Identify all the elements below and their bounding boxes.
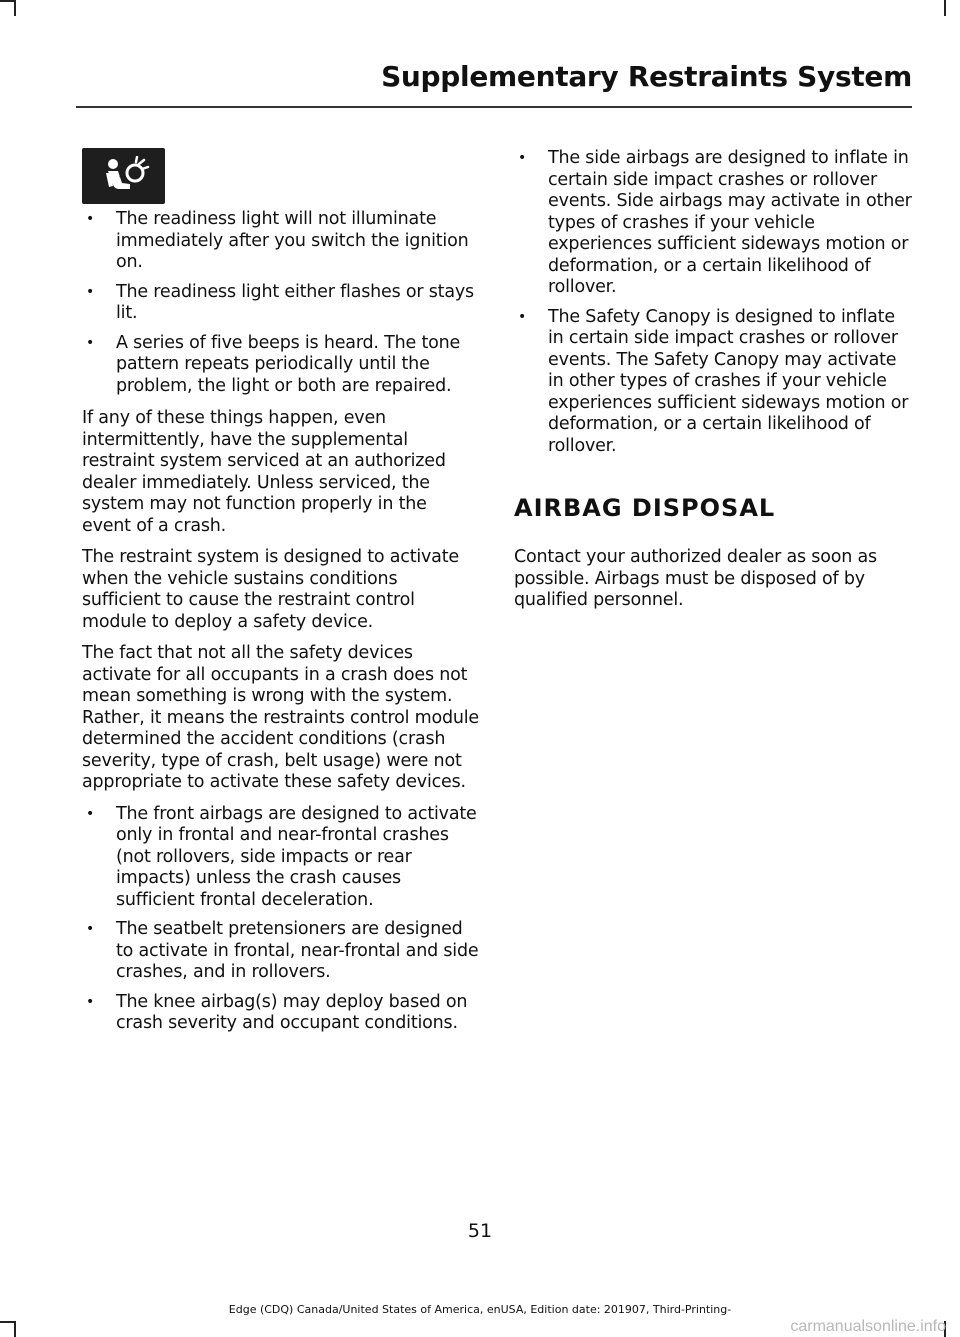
list-item: • The knee airbag(s) may deploy based on crash severity and occupant conditions.: [82, 992, 480, 1035]
crop-mark: [14, 1321, 16, 1337]
paragraph: Contact your authorized dealer as soon as possible. Airbags must be disposed of by qualified personnel.: [514, 547, 877, 610]
crop-mark: [0, 1321, 14, 1323]
list-item: • The readiness light will not illuminate immediately after you switch the ignition on.: [82, 209, 480, 274]
list-item: • The side airbags are designed to inflate in certain side impact crashes or rollover events. Side airbags may activate in other types of crashes if your vehicle experiences sufficient sideways motion or deformation, or a certain likelihood of rollover.: [514, 148, 912, 299]
side-airbag-bullet-list: [514, 148, 912, 457]
crop-mark: [0, 0, 14, 2]
header-divider: [76, 106, 912, 108]
list-item: • The front airbags are designed to activate only in frontal and near-frontal crashes (not rollovers, side impacts or rear impacts) unless the crash causes sufficient frontal deceleration.: [82, 804, 480, 912]
paragraph: The restraint system is designed to activate when the vehicle sustains conditions sufficient to cause the restraint control module to deploy a safety device.: [82, 547, 459, 632]
left-column: [82, 148, 480, 1046]
list-item: • The Safety Canopy is designed to inflate in certain side impact crashes or rollover events. The Safety Canopy may activate in other types of crashes if your vehicle experiences sufficient sideways motion or deformation, or a certain likelihood of rollover.: [514, 307, 912, 458]
list-item: • A series of five beeps is heard. The tone pattern repeats periodically until the problem, the light or both are repaired.: [82, 333, 480, 398]
page-number: 51: [467, 1220, 493, 1242]
section-heading: AIRBAG DISPOSAL: [514, 494, 776, 522]
airbag-warning-icon: [82, 148, 165, 204]
edition-footer: Edge (CDQ) Canada/United States of America, enUSA, Edition date: 201907, Third-Printing-: [228, 1303, 732, 1316]
deployment-bullet-list: [82, 804, 480, 1035]
watermark: carmanualsonline.info: [790, 1318, 946, 1335]
paragraph: The fact that not all the safety devices activate for all occupants in a crash does not mean something is wrong with the system. Rather, it means the restraints control module determined the accident conditions (crash severity, type of crash, belt usage) were not appropriate to activate these safety devices.: [82, 643, 479, 792]
crop-mark: [944, 0, 946, 16]
readiness-bullet-list: [82, 209, 480, 397]
list-item: • The seatbelt pretensioners are designed to activate in frontal, near-frontal and side crashes, and in rollovers.: [82, 919, 480, 984]
crop-mark: [14, 0, 16, 16]
list-item: • The readiness light either flashes or stays lit.: [82, 282, 480, 325]
paragraph: If any of these things happen, even intermittently, have the supplemental restraint system serviced at an authorized dealer immediately. Unless serviced, the system may not function properly in the event of a crash.: [82, 408, 446, 536]
right-column: [514, 148, 912, 622]
page-title: Supplementary Restraints System: [381, 60, 912, 93]
